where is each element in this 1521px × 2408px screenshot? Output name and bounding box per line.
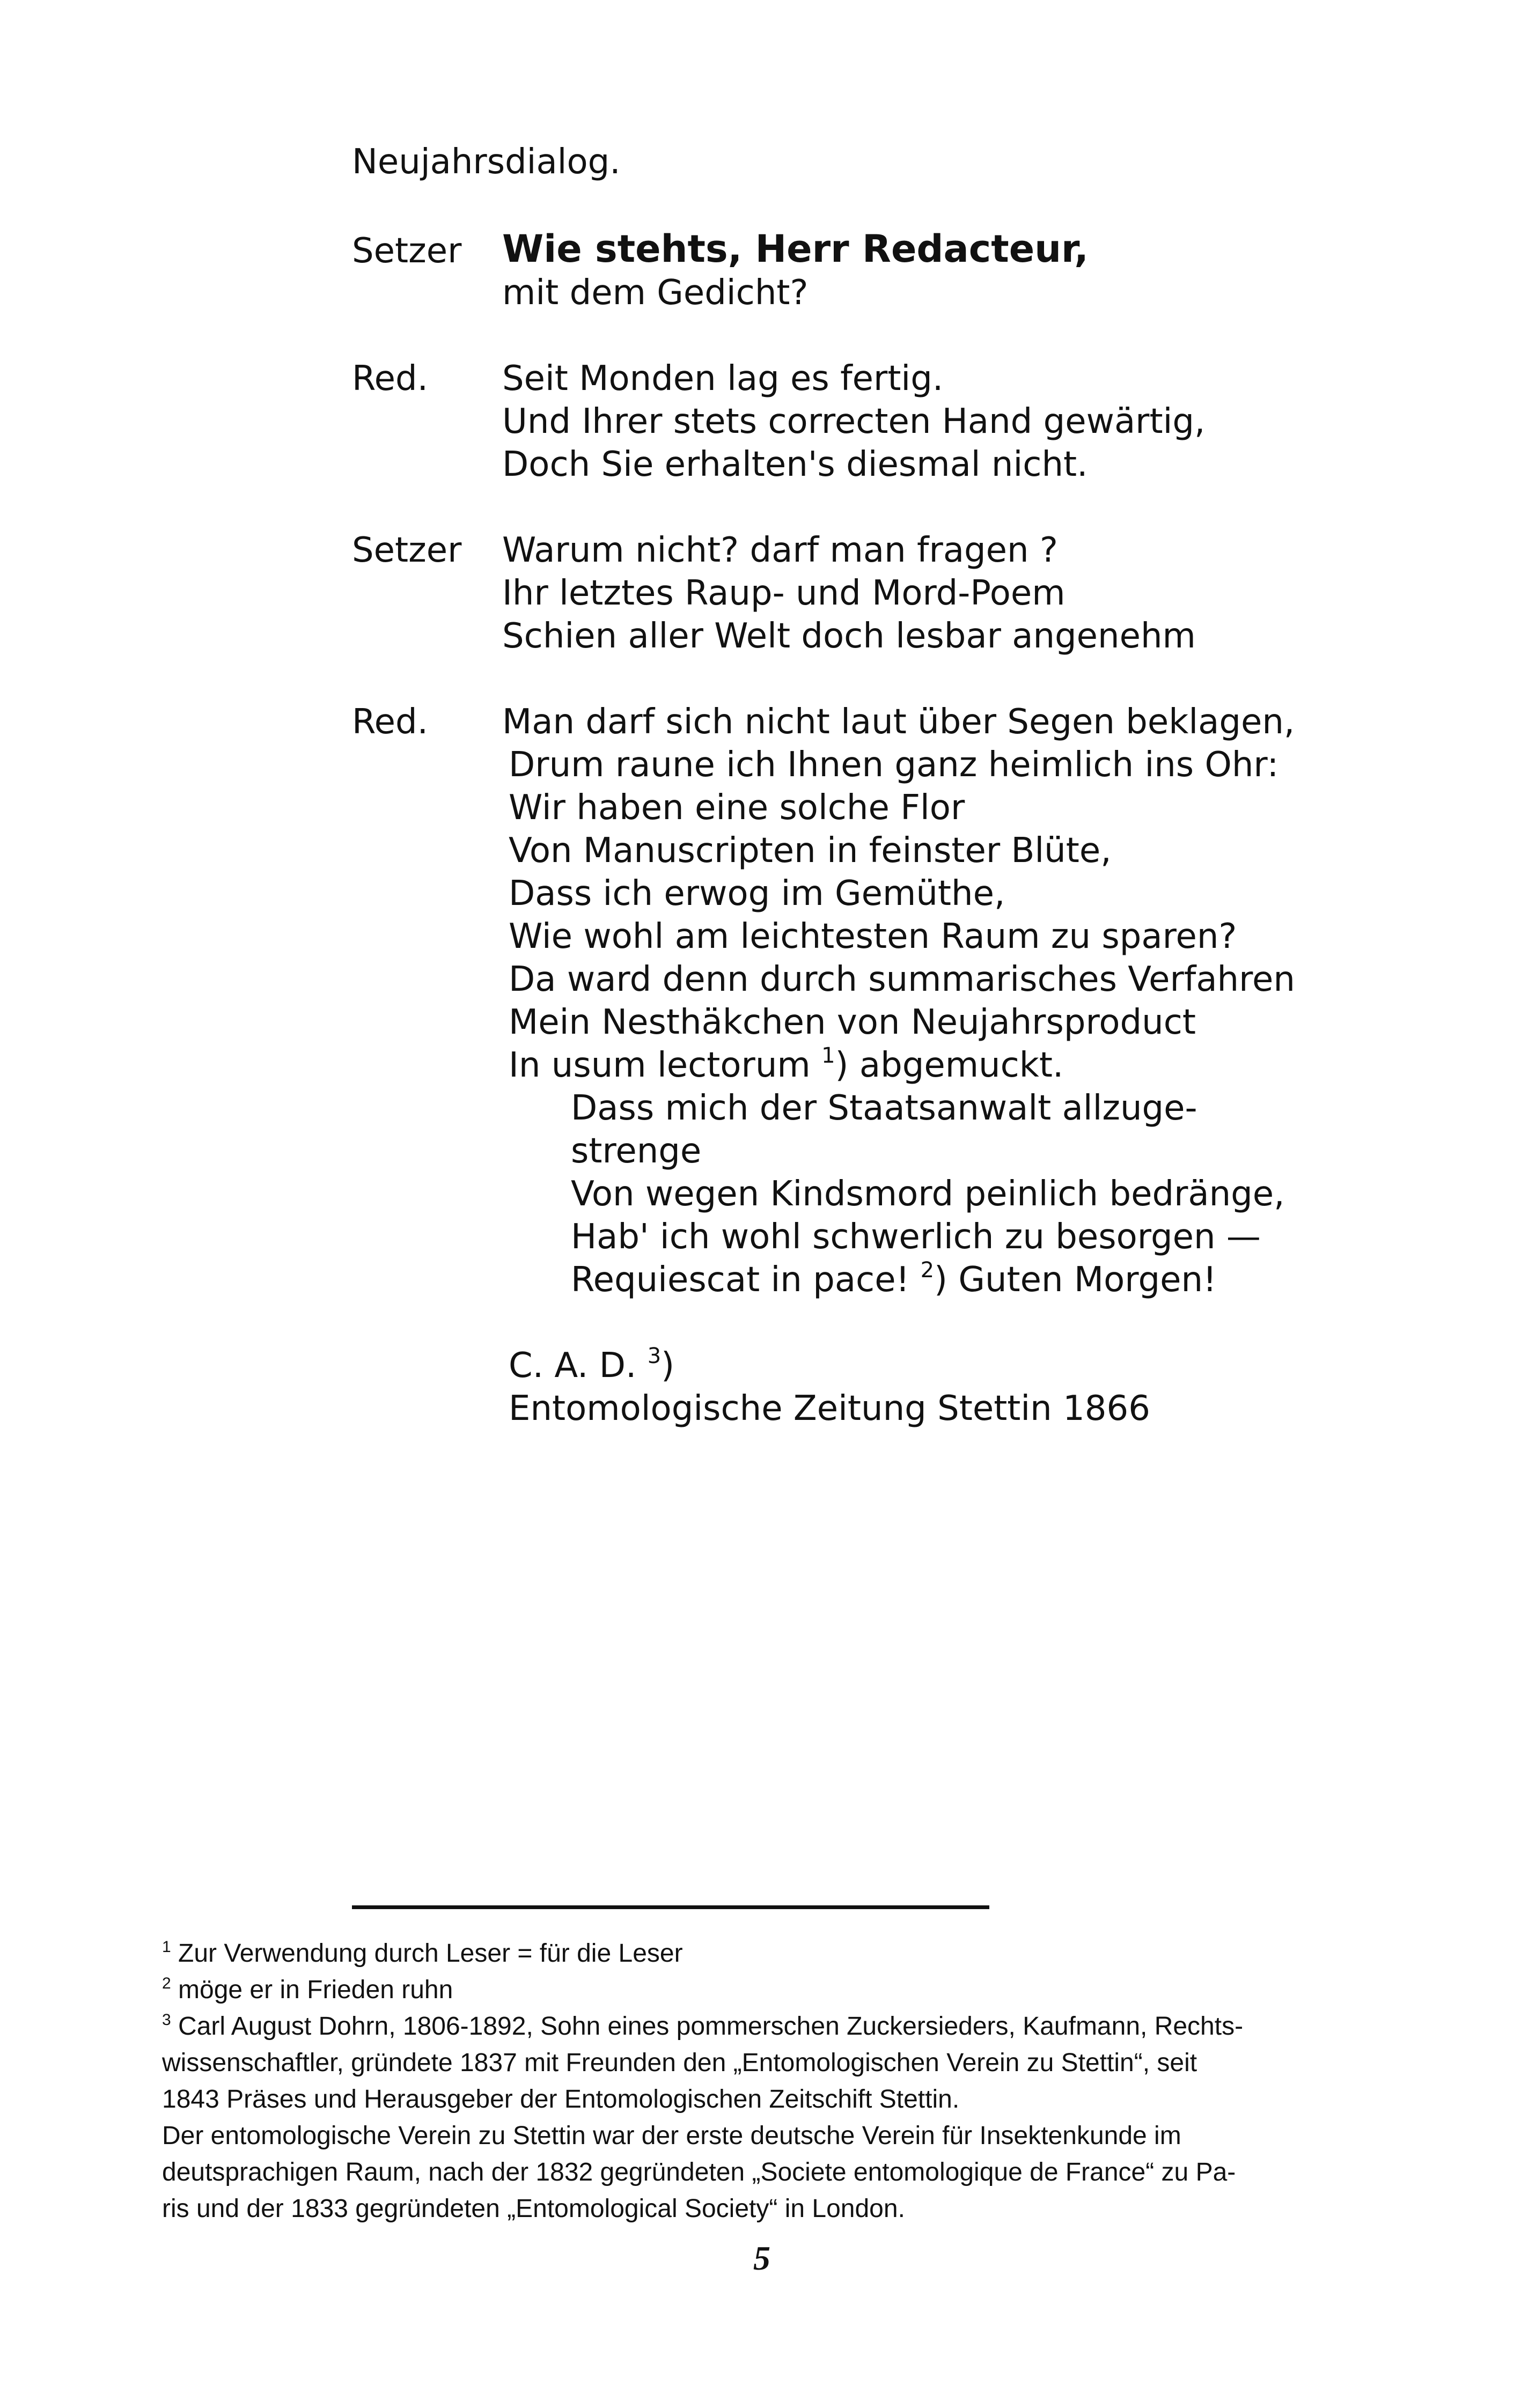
verse-line: mit dem Gedicht? <box>502 273 809 313</box>
signature-text: ) <box>661 1346 675 1386</box>
verse-text: Requiescat in pace! <box>571 1260 921 1300</box>
footnote-number: 1 <box>162 1938 171 1956</box>
source-line: Entomologische Zeitung Stettin 1866 <box>509 1389 1150 1428</box>
poem-title: Neujahrsdialog. <box>352 142 621 182</box>
signature-text: C. A. D. <box>509 1346 648 1386</box>
verse-line: Seit Monden lag es fertig. <box>502 359 944 399</box>
verse-line: Von wegen Kindsmord peinlich bedränge, <box>571 1174 1285 1214</box>
footnote-note-line: deutsprachigen Raum, nach der 1832 gegründeten „Societe entomologique de France“ zu Pa- <box>162 2158 1236 2186</box>
footnote-3 <box>162 2008 1342 2045</box>
page-number: 5 <box>753 2239 770 2277</box>
verse-line: Dass ich erwog im Gemüthe, <box>509 874 1005 914</box>
verse-line: Warum nicht? darf man fragen ? <box>502 531 1058 570</box>
footnote-text: Zur Verwendung durch Leser = für die Leser <box>171 1939 683 1968</box>
footnote-marker: 2 <box>920 1258 935 1283</box>
verse-line: Schien aller Welt doch lesbar angenehm <box>502 616 1196 656</box>
footnote-2 <box>162 1972 1342 2008</box>
verse-line: Wie wohl am leichtesten Raum zu sparen? <box>509 917 1237 956</box>
verse-text: ) abgemuckt. <box>835 1045 1064 1085</box>
footnote-note-line: ris und der 1833 gegründeten „Entomological Society“ in London. <box>162 2195 905 2223</box>
verse-line: Dass mich der Staatsanwalt allzuge- <box>571 1088 1197 1128</box>
footnote-3-line: wissenschaftler, gründete 1837 mit Freunden den „Entomologischen Verein zu Stettin“, seit <box>162 2049 1197 2077</box>
footnote-3-line: 1843 Präses und Herausgeber der Entomologischen Zeitschift Stettin. <box>162 2085 960 2114</box>
verse-line: Da ward denn durch summarisches Verfahren <box>509 960 1295 999</box>
verse-line: Wie stehts, Herr Redacteur, <box>502 227 1089 271</box>
verse-line: Wir haben eine solche Flor <box>509 788 965 828</box>
verse-line: Von Manuscripten in feinster Blüte, <box>509 831 1112 871</box>
footnote-marker: 3 <box>647 1344 662 1368</box>
signature-line <box>509 1344 674 1387</box>
footnote-separator <box>352 1905 989 1909</box>
speaker-label: Red. <box>352 359 428 399</box>
verse-line: Und Ihrer stets correcten Hand gewärtig, <box>502 402 1206 441</box>
verse-line <box>509 1044 1063 1087</box>
verse-line: Mein Nesthäkchen von Neujahrsproduct <box>509 1003 1196 1042</box>
verse-text: In usum lectorum <box>509 1045 822 1085</box>
verse-line: Hab' ich wohl schwerlich zu besorgen — <box>571 1217 1261 1257</box>
footnote-number: 2 <box>162 1975 171 1992</box>
footnote-1 <box>162 1935 1342 1972</box>
verse-line: Drum raune ich Ihnen ganz heimlich ins Ohr: <box>509 745 1279 785</box>
verse-line: strenge <box>571 1131 702 1171</box>
verse-line <box>571 1258 1217 1301</box>
footnote-number: 3 <box>162 2011 171 2029</box>
verse-text: ) Guten Morgen! <box>934 1260 1217 1300</box>
speaker-label: Red. <box>352 702 428 742</box>
verse-line: Doch Sie erhalten's diesmal nicht. <box>502 445 1088 484</box>
verse-line: Man darf sich nicht laut über Segen beklagen, <box>502 702 1295 742</box>
footnote-text: Carl August Dohrn, 1806-1892, Sohn eines pommerschen Zuckersieders, Kaufmann, Rechts- <box>171 2012 1244 2041</box>
footnote-marker: 1 <box>821 1043 835 1068</box>
speaker-label: Setzer <box>352 231 462 271</box>
verse-line: Ihr letztes Raup- und Mord-Poem <box>502 573 1066 613</box>
speaker-label: Setzer <box>352 531 462 570</box>
footnote-text: möge er in Frieden ruhn <box>171 1976 453 2004</box>
footnote-note-line: Der entomologische Verein zu Stettin war der erste deutsche Verein für Insektenkunde im <box>162 2122 1181 2150</box>
